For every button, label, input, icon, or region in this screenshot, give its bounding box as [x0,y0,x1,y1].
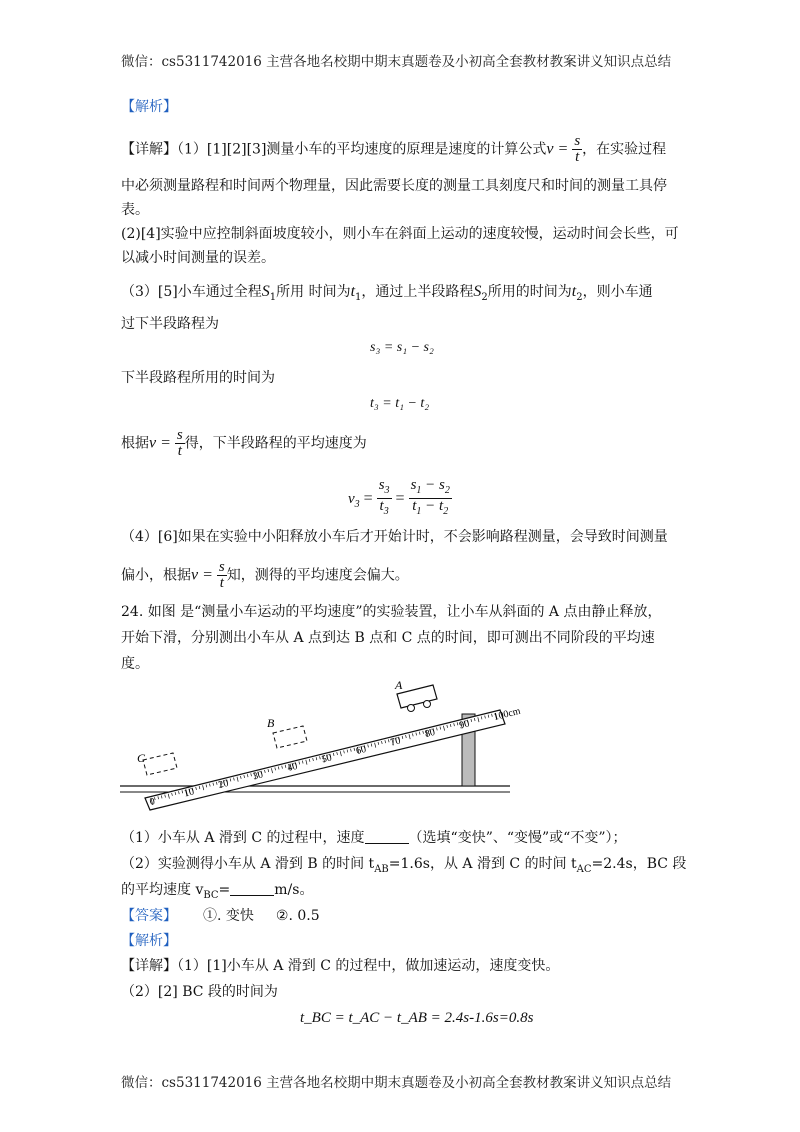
subquestion-2: （2）实验测得小车从 A 滑到 B 的时间 $t_{AB}=1.6s$，从 A 滑到 C 的时间 $t_{AC}=2.4s$，BC 段 [121,856,687,875]
point-label-c: C [137,751,146,765]
text-line: 以减小时间测量的误差。 [121,250,275,266]
answer-blank[interactable] [230,881,274,896]
answer-line [121,906,320,926]
cart-a [397,685,437,712]
formula-s-over-t: $\frac{s}{t}$ [574,133,581,165]
equation-v3: $v_3$ = $\frac{s_3}{t_3}$ = $\frac{s_1 - s_2}{t_1 - t_2}$ [348,477,450,517]
point-label-a: A [395,678,403,692]
answer-blank[interactable] [365,829,409,844]
ruler-number: 100cm [492,705,522,723]
ruler-number: 60 [355,743,368,757]
subquestion-1: （1）小车从 A 滑到 C 的过程中，速度 （选填“变快”、“变慢”或“不变”）； [121,830,627,846]
detail-line: 【详解】（1）[1]小车从 A 滑到 C 的过程中，做加速运动，速度变快。 [121,958,560,974]
detail-paragraph-1: 【详解】（1）[1][2][3]测量小车的平均速度的原理是速度的计算公式v = $\frac{s}{t}$ ，在实验过程 [121,133,667,165]
question-24-line: 度。 [121,656,149,672]
ruler-number: 30 [251,769,265,783]
formula-s-over-t: $\frac{s}{t}$ [176,427,183,459]
ruler-number: 80 [423,726,437,740]
ruler-number: 50 [320,752,333,766]
text-line: （3）[5]小车通过全程$S_1$所用 时间为$t_1$，通过上半段路程$S_2$所用的时间为$t_2$，则小车通 [121,283,653,303]
page-header: 微信：cs5311742016 主营各地名校期中期末真题卷及小初高全套教材教案讲义知识点总结 [121,54,672,70]
text-line: 中必须测量路程和时间两个物理量，因此需要长度的测量工具刻度尺和时间的测量工具停 [121,178,667,194]
point-label-b: B [267,716,275,730]
ruler-number: 90 [458,718,471,732]
question-24-line: 24. 如图 是“测量小车运动的平均速度”的实验装置，让小车从斜面的 A 点由静止释放， [121,604,662,620]
cart-c-dashed [143,753,177,775]
analysis-label: 【解析】 [121,933,177,949]
analysis-label: 【解析】 [121,99,177,115]
text-line: 根据v = $\frac{s}{t}$ 得，下半段路程的平均速度为 [121,427,367,459]
answer-label: 【答案】 [121,908,177,924]
formula-v: v = [546,140,573,158]
equation-t3: t₃ = t₁ − t₂ [370,396,430,411]
page-footer: 微信：cs5311742016 主营各地名校期中期末真题卷及小初高全套教材教案讲义知识点总结 [121,1075,672,1091]
cart-b-dashed [273,726,307,748]
question-24-line: 开始下滑，分别测出小车从 A 点到达 B 点和 C 点的时间，即可测出不同阶段的平均速 [121,630,655,646]
answer-2: ②. 0.5 [275,908,320,924]
incline-figure [115,676,522,811]
ruler-number: 10 [183,786,196,800]
ruler-number: 20 [217,777,230,791]
formula-s-over-t: $\frac{s}{t}$ [218,559,225,591]
detail-line: （2）[2] BC 段的时间为 [121,984,278,1000]
answer-1: ①. 变快 [203,908,254,924]
equation-s3: s₃ = s₁ − s₂ [370,340,434,355]
text-line: 表。 [121,202,149,218]
text-line: (2)[4]实验中应控制斜面坡度较小，则小车在斜面上运动的速度较慢，运动时间会长些，可 [121,226,679,242]
text-line: 过下半段路程为 [121,316,219,332]
text-line: 下半段路程所用的时间为 [121,370,275,386]
equation-tbc: t_BC = t_AC − t_AB = 2.4s-1.6s=0.8s [300,1010,534,1026]
ruler-number: 70 [389,735,402,749]
text-line: （4）[6]如果在实验中小阳释放小车后才开始计时，不会影响路程测量，会导致时间测量 [121,529,668,545]
ruler-number: 0 [148,796,157,808]
detail-label: 【详解】 [121,141,177,158]
ruler-number: 40 [286,760,299,774]
subquestion-2-cont: 的平均速度 $v_{BC}= m/s$。 [121,882,314,901]
text-line: 偏小，根据v = $\frac{s}{t}$ 知，测得的平均速度会偏大。 [121,559,409,591]
